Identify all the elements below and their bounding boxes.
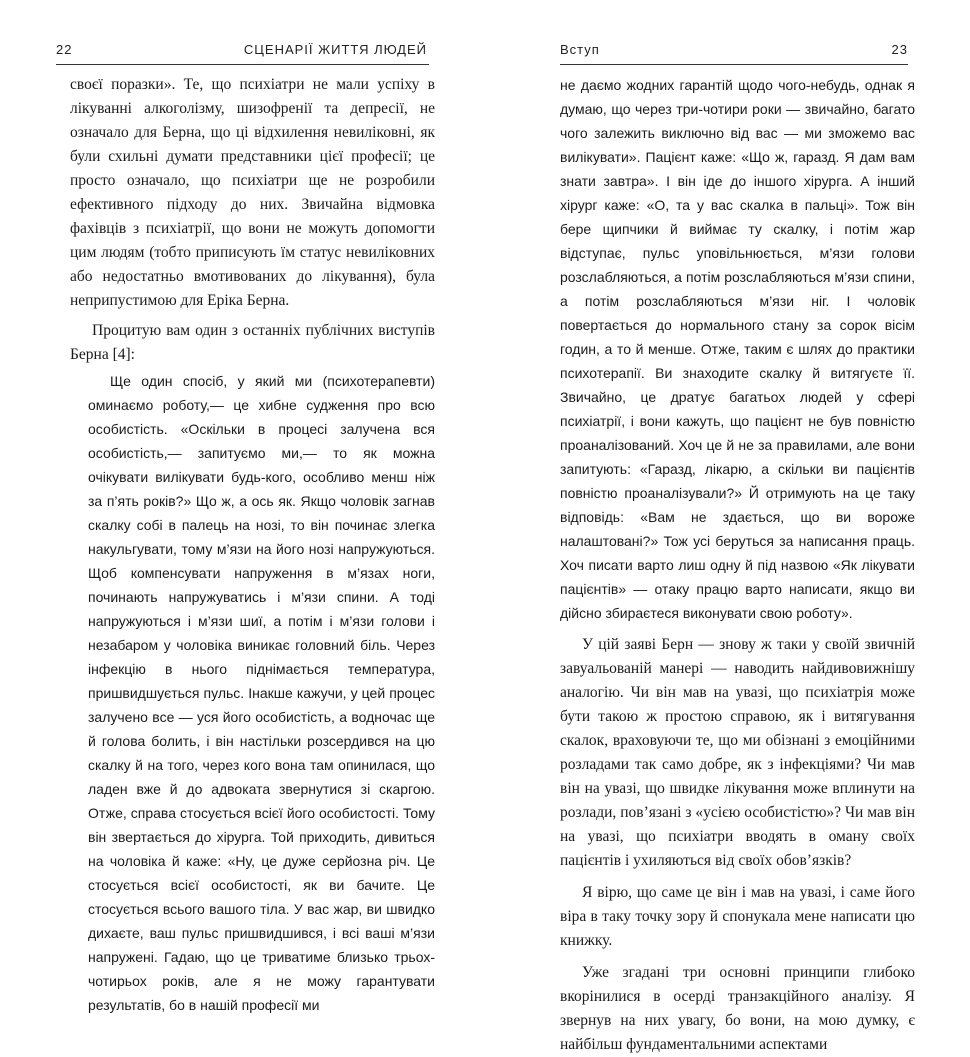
block-quote-continued: не даємо жодних гарантій щодо чого-небудь, однак я думаю, що через три-чотири роки — звичайно, багато чого залежить виключно від вас — ми зможемо вас вилікувати». Пацієнт каже: «Що ж, гаразд. Я дам вам знати завтра». І він іде до іншого хірурга. А інший хірург каже: «О, та у вас скалка в пальці». Тож він бере щипчики й виймає ту скалку, і потім жар відступає, пульс уповільнюється, м’язи голови розслабляються, а потім розслабляються м’язи спини, а потім розслабляються м’язи ніг. І чоловік повертається до нормального стану за сорок вісім годин, а то й менше. Отже, таким є шлях до практики психотерапії. Ви знаходите скалку й витягуєте її. Звичайно, це дратує багатьох людей у сфері психіатрії, і вони кажуть, що пацієнт не був повністю проаналізований. Хоч це й не за правилами, але вони запитують: «Гаразд, лікарю, а скільки ви пацієнтів повністю проаналізували?» Й отримують на це таку відповідь: «Вам не здається, що ви вороже налаштовані?» Тож усі беруться за написання праць. Хоч писати варто лиш одну й під назвою «Як лікувати пацієнтів» — отаку працю варто написати, якщо ви дійсно збираєтеся виконувати свою роботу». [560, 77, 915, 621]
header-rule [56, 64, 429, 65]
page-number: 23 [891, 42, 908, 57]
text-column [70, 73, 435, 1017]
page-number: 22 [56, 42, 73, 57]
body-paragraph: Процитую вам один з останніх публічних виступів Берна [4]: [70, 322, 435, 363]
body-paragraph: Я вірю, що саме це він і мав на увазі, і саме його віра в таку точку зору й спонукала мене написати цю книжку. [560, 884, 915, 949]
text-column [560, 73, 915, 1057]
body-paragraph: своєї поразки». Те, що психіатри не мали успіху в лікуванні алкоголізму, шизофренії та депресії, не означало для Берна, що ці відхилення невиліковні, як були схильні думати представники цієї професії; це просто означало, що психіатри ще не розробили ефективного підходу до них. Звичайна відмовка фахівців з психіатрії, що вони не можуть допомогти цим людям (тобто приписують їм статус невиліковних або недостатньо вмотивованих до лікування), була неприпустимою для Еріка Берна. [70, 76, 435, 309]
header-rule [560, 64, 908, 65]
running-title: СЦЕНАРІЇ ЖИТТЯ ЛЮДЕЙ [243, 42, 427, 57]
body-paragraph: Уже згадані три основні принципи глибоко вкорінилися в осерді транзакційного аналізу. Я звернув на них увагу, бо вони, на мою думку, є найбільш фундаментальними аспектами [560, 964, 915, 1053]
left-page [0, 0, 485, 1013]
body-paragraph: У цій заяві Берн — знову ж таки у своїй звичній завуальованій манері — наводить найдивовижнішу аналогію. Чи він мав на увазі, що психіатрія може бути такою ж простою справою, як і витягування скалок, враховуючи те, що ми обізнані з емоційними розладами так само добре, як з інфекціями? Чи мав він на увазі, що швидке лікування може вплинути на розлади, пов’язані з «усією особистістю»? Чи мав він на увазі, що психіатри вводять в оману своїх пацієнтів і ухиляються від своїх обов’язків? [560, 636, 915, 869]
block-quote: Ще один спосіб, у який ми (психотерапевти) оминаємо роботу,— це хибне судження про всю особистість. «Оскільки в процесі залучена вся особистість,— запитуємо ми,— то як можна очікувати вилікувати будь-кого, особливо менш ніж за п’ять років?» Що ж, а ось як. Якщо чоловік загнав скалку собі в палець на нозі, то він починає злегка накульгувати, тому м’язи на його нозі напружуються. Щоб компенсувати напруження в м’язах ноги, починають напружуватись і м’язи спини. А тоді напружуються і м’язи шиї, а потім і м’язи голови і незабаром у чоловіка виникає головний біль. Через інфекцію в нього піднімається температура, пришвидшується пульс. Інакше кажучи, у цей процес залучено все — уся його особистість, а водночас ще й голова болить, і він настільки розсердився на цю скалку й на того, через кого вона там опинилася, що ладен вже й до адвоката звернутися зі скаргою. Отже, справа стосується всієї його особистості. Тому він звертається до хірурга. Той приходить, дивиться на чоловіка й каже: «Ну, це дуже серйозна річ. Це стосується всієї особистості, як ви бачите. Це стосується всього вашого тіла. У вас жар, ви швидко дихаєте, ваш пульс пришвидшився, і всі ваші м’язи напружені. Гадаю, що це триватиме близько трьох-чотирьох років, але я не можу гарантувати результатів, бо в нашій професії ми [88, 373, 435, 1013]
running-title: Вступ [560, 42, 600, 57]
right-page [485, 0, 970, 1053]
